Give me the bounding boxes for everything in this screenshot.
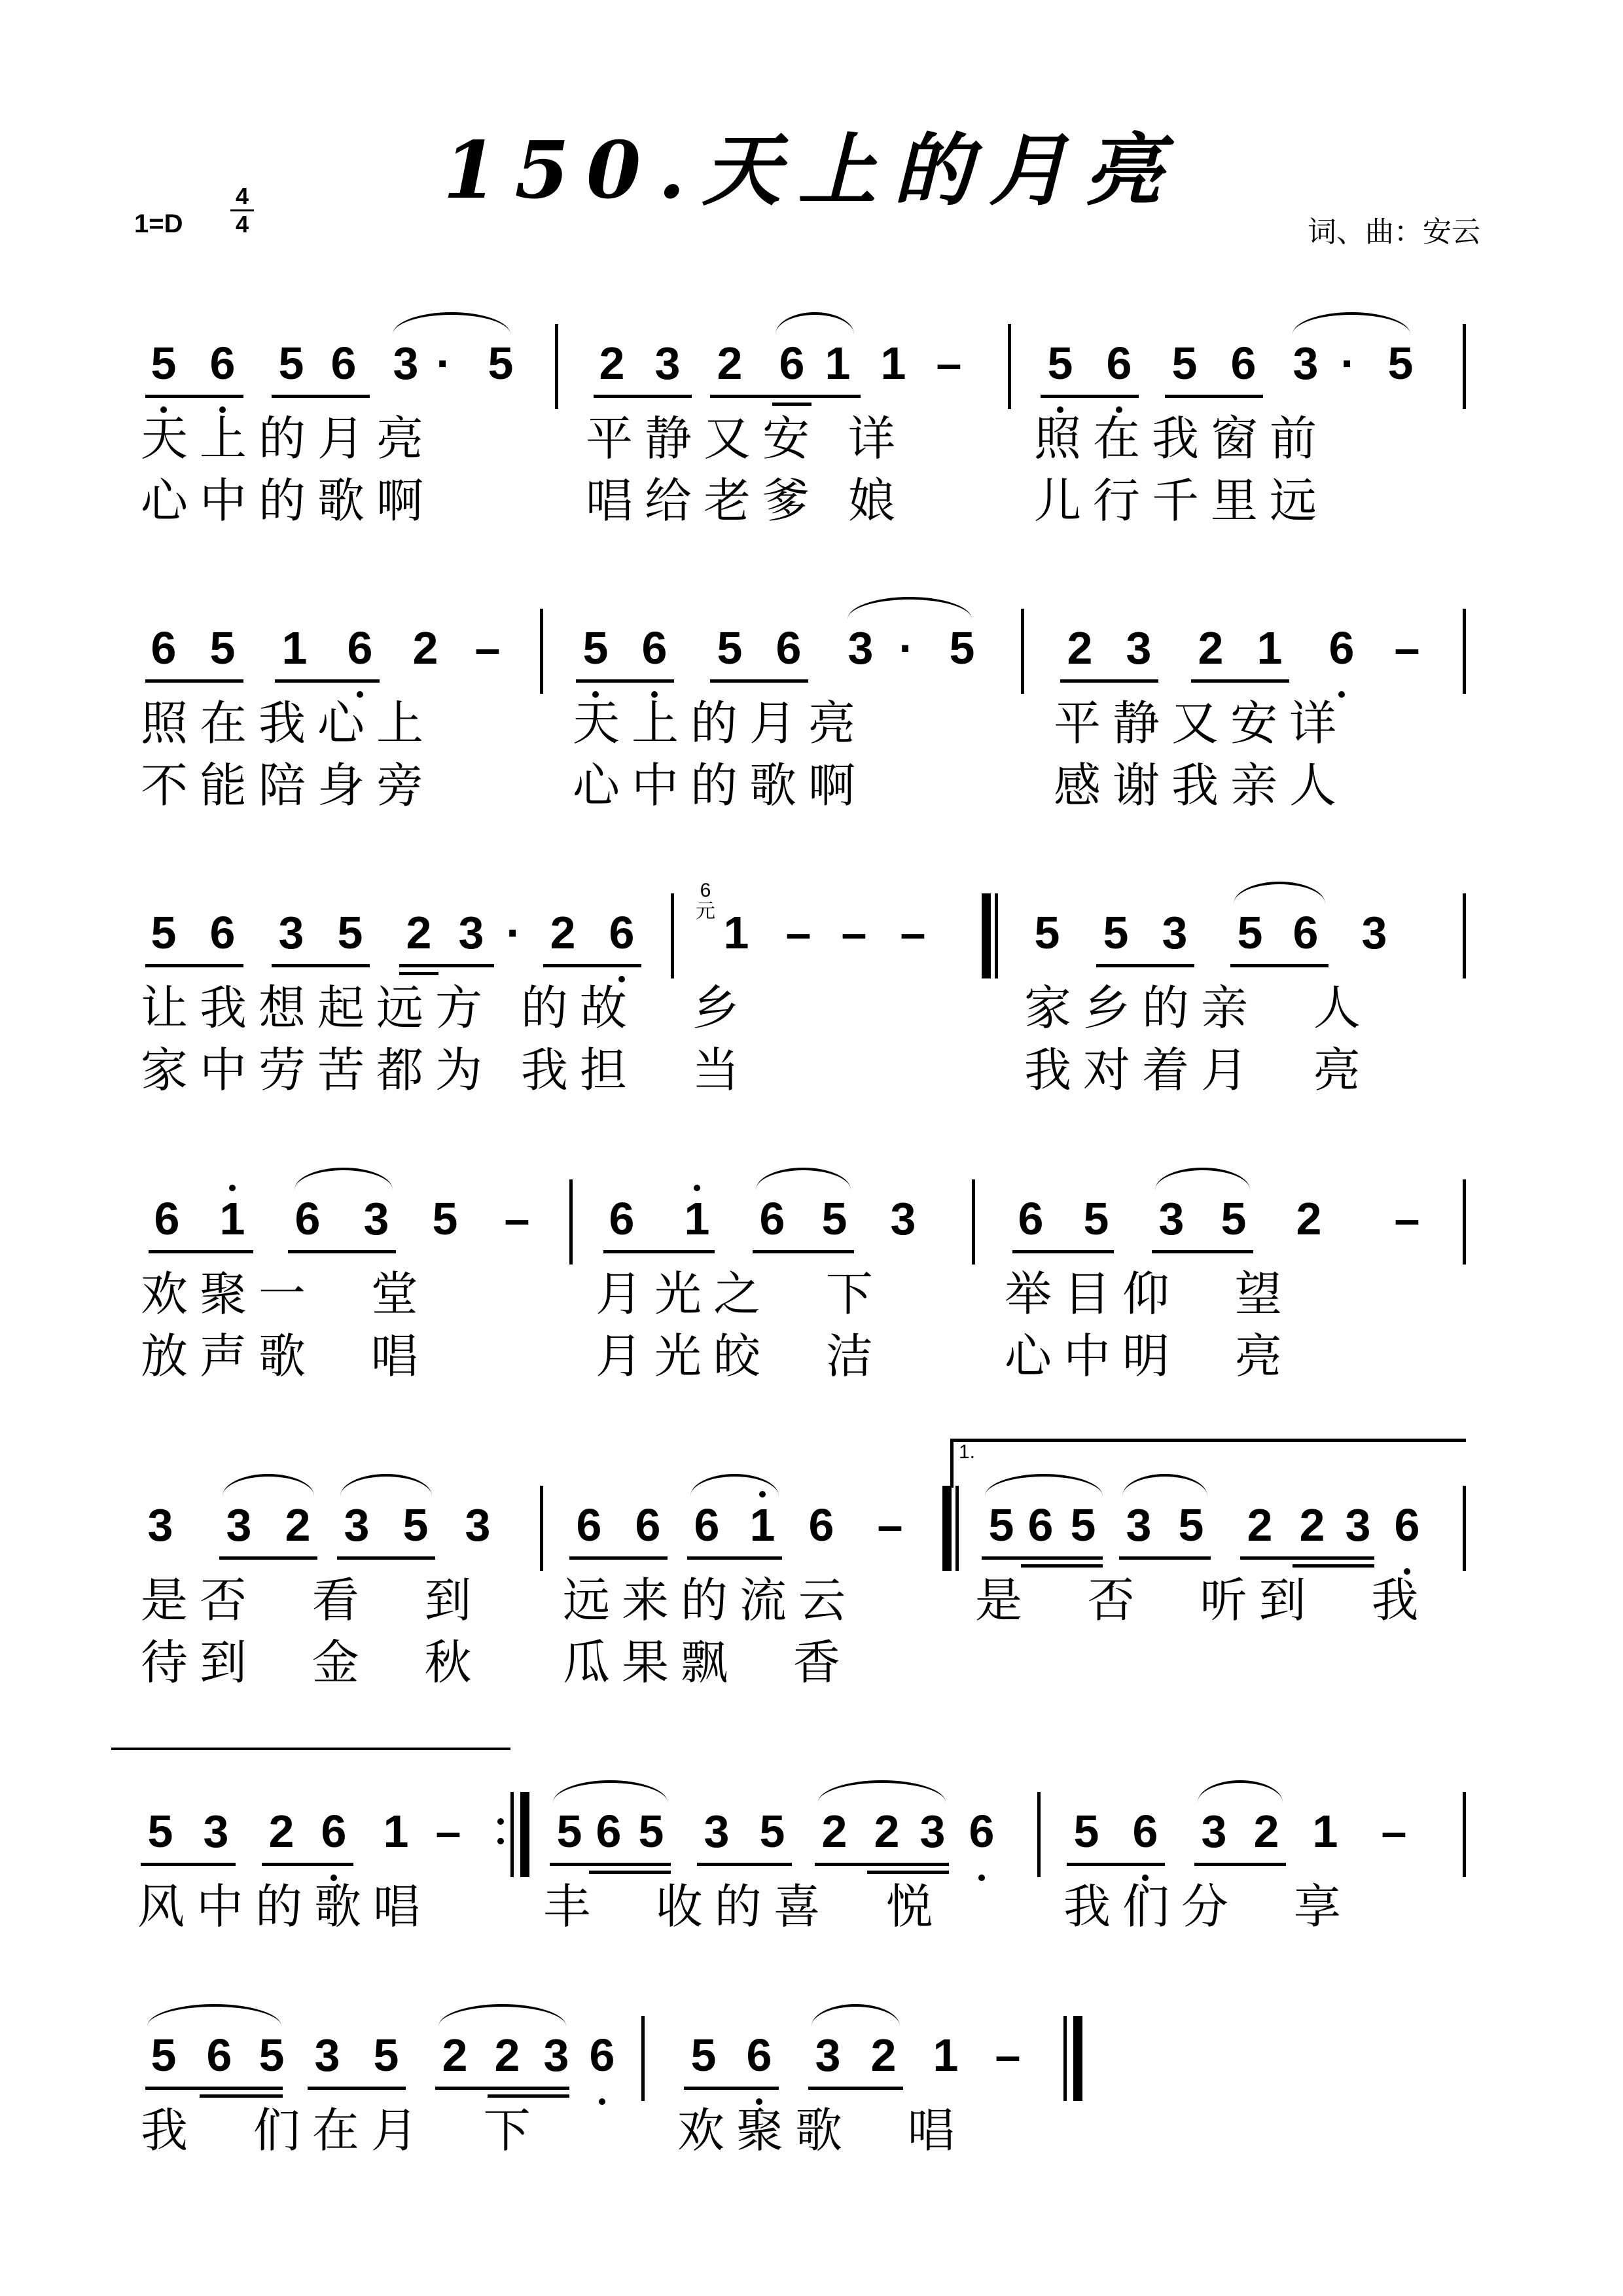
lyric-line-1: [0, 1265, 1623, 1323]
note: –: [785, 907, 812, 958]
note: 2: [1253, 1806, 1279, 1857]
note: ·: [436, 338, 452, 389]
note: 5: [432, 1193, 458, 1244]
note: –: [900, 907, 926, 958]
note: 6: [209, 338, 236, 389]
note: 5: [1070, 1499, 1096, 1551]
note: 1: [219, 1193, 245, 1244]
note: 5: [1103, 907, 1129, 958]
note: 3: [847, 622, 874, 673]
lyric-phrase: 丰 收的喜 悦: [543, 1879, 945, 1934]
note: 6: [1394, 1499, 1420, 1551]
note: 3: [226, 1499, 252, 1551]
note: ·: [1340, 338, 1356, 389]
note: –: [1394, 1193, 1420, 1244]
note: 5: [151, 338, 177, 389]
note: 6: [1132, 1806, 1158, 1857]
lyric-phrase: 风中的歌唱: [137, 1879, 433, 1934]
lyric-line-1: [0, 1571, 1623, 1630]
lyric-phrase: 我 们在月 下: [141, 2103, 543, 2158]
note: 6: [776, 622, 802, 673]
lyric-phrase: 月光之 下: [596, 1266, 885, 1321]
note: 2: [717, 338, 743, 389]
note: 2: [821, 1806, 847, 1857]
note: 2: [550, 907, 576, 958]
lyric-phrase: 感谢我亲人: [1054, 758, 1349, 813]
lyric-line-1: [0, 694, 1623, 753]
note: 6: [1230, 338, 1257, 389]
note: 2: [1067, 622, 1093, 673]
note: 5: [373, 2030, 399, 2081]
notes-row-4: [0, 1186, 1623, 1251]
lyric-phrase: 不能陪身旁: [141, 758, 436, 813]
lyric-phrase: 瓜果飘 香: [563, 1635, 852, 1690]
lyric-phrase: 我们分 享: [1063, 1879, 1353, 1934]
lyric-phrase: 欢聚一 堂: [141, 1266, 430, 1321]
note: 1: [880, 338, 906, 389]
note: 1: [281, 622, 308, 673]
note: –: [841, 907, 867, 958]
note: 6: [969, 1806, 995, 1857]
note: 5: [1073, 1806, 1099, 1857]
grace-note-bottom: 元: [696, 901, 715, 922]
note: 6: [206, 2030, 232, 2081]
note: –: [877, 1499, 903, 1551]
lyric-phrase: 照在我心上: [141, 696, 436, 751]
note: 5: [151, 2030, 177, 2081]
note: 5: [638, 1806, 664, 1857]
lyric-phrase: 天上的月亮: [573, 696, 868, 751]
note: –: [474, 622, 501, 673]
note: 1: [684, 1193, 710, 1244]
note: 3: [393, 338, 419, 389]
notes-row-6: [0, 1799, 1623, 1864]
lyric-phrase: 家乡的亲 人: [1024, 980, 1372, 1035]
note: 6: [151, 622, 177, 673]
note: –: [435, 1806, 461, 1857]
note: 3: [1126, 1499, 1152, 1551]
note: 3: [919, 1806, 946, 1857]
note: 5: [717, 622, 743, 673]
lyric-line-1: [0, 978, 1623, 1037]
lyric-phrase: 欢聚歌 唱: [677, 2103, 967, 2158]
note: 6: [589, 2030, 615, 2081]
lyric-line-1: [0, 409, 1623, 468]
lyric-line-2: [0, 756, 1623, 815]
note: –: [936, 338, 962, 389]
note: 5: [259, 2030, 285, 2081]
note: 5: [821, 1193, 847, 1244]
note: 3: [1293, 338, 1319, 389]
note: 2: [412, 622, 438, 673]
note: 3: [1201, 1806, 1227, 1857]
key-signature: 1=D: [134, 209, 183, 238]
note: 5: [759, 1806, 785, 1857]
note: 2: [406, 907, 432, 958]
lyric-phrase: 是 否 听到 我: [975, 1573, 1431, 1628]
note: 6: [609, 1193, 635, 1244]
note: ·: [899, 622, 914, 673]
note: 3: [890, 1193, 916, 1244]
lyric-phrase: 家中劳苦都为 我担 当: [141, 1043, 751, 1098]
note: 5: [556, 1806, 582, 1857]
note: 3: [543, 2030, 569, 2081]
note: 1: [1312, 1806, 1338, 1857]
note: 5: [988, 1499, 1014, 1551]
song-title: 150.天上的月亮: [442, 124, 1181, 217]
note: 6: [1106, 338, 1132, 389]
note: 2: [442, 2030, 468, 2081]
note: 6: [576, 1499, 602, 1551]
lyric-line-1: [0, 2101, 1623, 2160]
note: 3: [815, 2030, 841, 2081]
note: 5: [949, 622, 975, 673]
notes-row-1: [0, 331, 1623, 396]
lyric-phrase: 心中的歌啊: [573, 758, 868, 813]
note: 6: [641, 622, 668, 673]
lyric-phrase: 平静又安详: [1054, 696, 1349, 751]
note: 5: [582, 622, 609, 673]
note: 5: [1171, 338, 1198, 389]
lyric-phrase: 我对着月 亮: [1024, 1043, 1372, 1098]
note: 2: [1198, 622, 1224, 673]
note: 6: [294, 1193, 321, 1244]
note: 1: [825, 338, 851, 389]
note: 3: [363, 1193, 389, 1244]
note: 5: [1221, 1193, 1247, 1244]
time-signature-top: 4: [235, 183, 249, 209]
note: 6: [321, 1806, 347, 1857]
note: 5: [488, 338, 514, 389]
note: 3: [147, 1499, 173, 1551]
note: 5: [278, 338, 304, 389]
note: 6: [1293, 907, 1319, 958]
note: –: [995, 2030, 1021, 2081]
note: 1: [749, 1499, 776, 1551]
note: 5: [1047, 338, 1073, 389]
note: 2: [1247, 1499, 1273, 1551]
note: 1: [933, 2030, 959, 2081]
lyric-phrase: 天上的月亮: [141, 411, 436, 466]
note: 5: [690, 2030, 717, 2081]
lyric-phrase: 举目仰 望: [1005, 1266, 1294, 1321]
note: 3: [1126, 622, 1152, 673]
lyric-phrase: 让我想起远方 的故 乡: [141, 980, 751, 1035]
note: 3: [704, 1806, 730, 1857]
note: 5: [209, 622, 236, 673]
grace-note: [694, 880, 717, 922]
lyric-line-1: [0, 1877, 1623, 1936]
note: –: [1381, 1806, 1407, 1857]
lyric-line-2: [0, 1633, 1623, 1692]
note: 3: [1158, 1193, 1185, 1244]
lyric-phrase: 照在我窗前: [1034, 411, 1329, 466]
note: 5: [1034, 907, 1060, 958]
lyric-line-2: [0, 471, 1623, 530]
note: 5: [147, 1806, 173, 1857]
note: 5: [1083, 1193, 1109, 1244]
note: 6: [347, 622, 373, 673]
lyric-phrase: 唱给老爹 娘: [586, 473, 907, 528]
note: 2: [1299, 1499, 1325, 1551]
note: 5: [1237, 907, 1263, 958]
notes-row-2: [0, 615, 1623, 681]
note: 6: [609, 907, 635, 958]
note: 6: [694, 1499, 720, 1551]
note: 2: [494, 2030, 520, 2081]
lyric-phrase: 月光皎 洁: [596, 1329, 885, 1384]
lyric-phrase: 心中的歌啊: [141, 473, 436, 528]
note: 5: [337, 907, 363, 958]
lyric-phrase: 待到 金 秋: [141, 1635, 484, 1690]
note: –: [1394, 622, 1420, 673]
note: 3: [1345, 1499, 1371, 1551]
first-ending-label: 1.: [959, 1441, 976, 1463]
note: 6: [154, 1193, 180, 1244]
note: 3: [1361, 907, 1387, 958]
note: 6: [808, 1499, 834, 1551]
lyric-phrase: 平静又安 详: [586, 411, 907, 466]
note: 6: [746, 2030, 772, 2081]
lyric-phrase: 心中明 亮: [1005, 1329, 1294, 1384]
notes-row-7: [0, 2022, 1623, 2088]
note: 6: [1329, 622, 1355, 673]
note: 3: [314, 2030, 340, 2081]
grace-note-top: 6: [700, 880, 711, 901]
lyric-line-2: [0, 1041, 1623, 1100]
note: 6: [635, 1499, 661, 1551]
note: 1: [723, 907, 749, 958]
time-signature: [230, 185, 254, 236]
lyric-phrase: 放声歌 唱: [141, 1329, 430, 1384]
note: 5: [1387, 338, 1414, 389]
note: 3: [278, 907, 304, 958]
note: 2: [870, 2030, 897, 2081]
note: 3: [344, 1499, 370, 1551]
note: 2: [268, 1806, 294, 1857]
lyric-line-2: [0, 1327, 1623, 1386]
note: –: [504, 1193, 530, 1244]
notes-row-5: [0, 1492, 1623, 1558]
note: 3: [465, 1499, 491, 1551]
note: 6: [1027, 1499, 1054, 1551]
notes-row-3: [0, 900, 1623, 965]
first-ending-end-line: [111, 1748, 510, 1750]
note: 3: [458, 907, 484, 958]
note: 2: [285, 1499, 311, 1551]
note: 5: [402, 1499, 429, 1551]
note: 6: [330, 338, 357, 389]
note: 6: [1018, 1193, 1044, 1244]
credit-lyricist-composer: 词、曲：安云: [1308, 215, 1480, 249]
note: 3: [1162, 907, 1188, 958]
note: ·: [506, 907, 522, 958]
note: 6: [596, 1806, 622, 1857]
note: 5: [151, 907, 177, 958]
note: 2: [874, 1806, 900, 1857]
note: 2: [599, 338, 625, 389]
note: 6: [779, 338, 805, 389]
lyric-phrase: 儿行千里远: [1034, 473, 1329, 528]
lyric-phrase: 是否 看 到: [141, 1573, 484, 1628]
note: 6: [209, 907, 236, 958]
note: 3: [203, 1806, 229, 1857]
time-signature-bottom: 4: [235, 211, 249, 238]
note: 3: [654, 338, 681, 389]
note: 1: [1257, 622, 1283, 673]
note: 1: [383, 1806, 409, 1857]
note: 6: [759, 1193, 785, 1244]
note: 2: [1296, 1193, 1322, 1244]
note: 5: [1178, 1499, 1204, 1551]
lyric-phrase: 远来的流云: [563, 1573, 858, 1628]
